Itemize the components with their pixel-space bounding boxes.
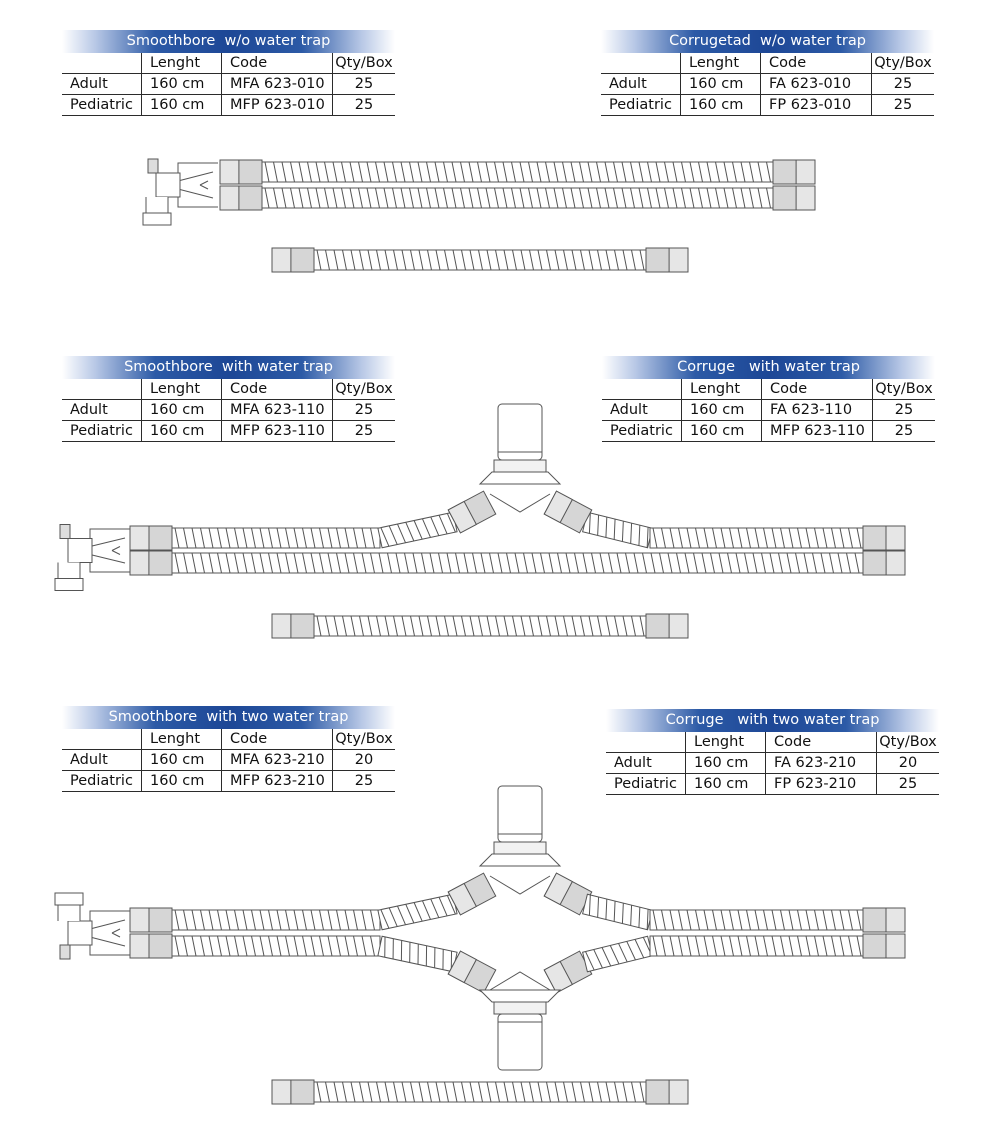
extra-tube-1 — [272, 248, 688, 272]
table-cell: 160 cm — [681, 74, 761, 95]
table-cell: Pediatric — [62, 771, 142, 792]
elbow-port — [58, 905, 80, 921]
table-cell: FA 623-210 — [766, 753, 877, 774]
table-cell: Adult — [606, 753, 686, 774]
tube-body — [378, 936, 457, 972]
table-title: Smoothbore with water trap — [62, 356, 395, 379]
tube-cuff — [130, 934, 149, 958]
header-cell: Lenght — [682, 379, 762, 400]
table-cell: MFP 623-010 — [222, 95, 333, 116]
table-title: Smoothbore w/o water trap — [62, 30, 395, 53]
table-cell: 25 — [333, 74, 396, 95]
tube-body — [583, 894, 653, 929]
tube-cuff — [669, 1080, 688, 1104]
table-cell: 25 — [333, 771, 396, 792]
table-cell: Adult — [62, 750, 142, 771]
table-cell: MFP 623-110 — [222, 421, 333, 442]
header-cell: Lenght — [681, 53, 761, 74]
elbow-connector — [156, 173, 180, 197]
table-cell: 25 — [333, 95, 396, 116]
circuit-with-water-trap — [55, 404, 905, 591]
table-title: Corruge with two water trap — [606, 709, 939, 732]
trap-junction — [490, 494, 550, 512]
table-cell: 25 — [333, 421, 396, 442]
extra-tube-2 — [272, 614, 688, 638]
table-cell: 25 — [873, 400, 936, 421]
tube-segment — [650, 936, 863, 956]
circuit-with-two-water-traps — [55, 786, 905, 1070]
elbow-connector — [68, 921, 92, 945]
table-cell: FP 623-210 — [766, 774, 877, 795]
header-cell: Code — [762, 379, 873, 400]
tube-body — [262, 162, 773, 182]
tube-segment — [378, 936, 457, 972]
tube-cuff — [272, 614, 291, 638]
table-cell: Pediatric — [601, 95, 681, 116]
table-cell: Adult — [62, 74, 142, 95]
table-cell: 160 cm — [686, 753, 766, 774]
tube-cuff — [272, 1080, 291, 1104]
tube-segment — [650, 528, 863, 548]
table-cell: FA 623-010 — [761, 74, 872, 95]
water-trap-collar — [480, 472, 560, 484]
elbow-cap — [55, 579, 83, 591]
y-piece-body — [90, 529, 130, 572]
tube-cuff — [669, 248, 688, 272]
table-cell: MFP 623-210 — [222, 771, 333, 792]
table-cell: Adult — [601, 74, 681, 95]
tube-cuff — [669, 614, 688, 638]
tube-cuff — [886, 551, 905, 575]
table-cell: Adult — [62, 400, 142, 421]
table-cell: 160 cm — [142, 95, 222, 116]
table-cell: 160 cm — [142, 771, 222, 792]
tube-segment — [583, 512, 653, 547]
water-trap-collar — [480, 990, 560, 1002]
tube-segment — [378, 894, 457, 930]
table-cell: MFA 623-210 — [222, 750, 333, 771]
water-trap-ring — [494, 1002, 546, 1014]
tube-cuff — [130, 908, 149, 932]
tube-segment — [583, 936, 653, 971]
sampling-port — [148, 159, 158, 173]
table-cell: FA 623-110 — [762, 400, 873, 421]
tube-cuff — [220, 160, 239, 184]
table-cell: Pediatric — [602, 421, 682, 442]
sampling-port — [60, 525, 70, 539]
table-cell: 160 cm — [686, 774, 766, 795]
elbow-port — [146, 197, 168, 213]
table-cell: 25 — [333, 400, 396, 421]
header-cell: Lenght — [142, 53, 222, 74]
header-cell: Qty/Box — [872, 53, 935, 74]
tube-cuff — [130, 526, 149, 550]
table-cell: 25 — [877, 774, 940, 795]
table-cell: 20 — [333, 750, 396, 771]
header-cell: Qty/Box — [333, 53, 396, 74]
header-cell: Qty/Box — [333, 729, 396, 750]
header-cell: Lenght — [142, 729, 222, 750]
header-cell: Code — [222, 53, 333, 74]
tube-cuff — [796, 186, 815, 210]
tube-segment — [172, 528, 380, 548]
table-cell: Adult — [602, 400, 682, 421]
tube-segment — [583, 894, 653, 929]
header-cell: Code — [766, 732, 877, 753]
header-cell: Code — [761, 53, 872, 74]
table-cell: 160 cm — [682, 421, 762, 442]
table-cell: Pediatric — [606, 774, 686, 795]
table-cell: 160 cm — [681, 95, 761, 116]
elbow-port — [58, 563, 80, 579]
table-cell: 160 cm — [142, 74, 222, 95]
tube-segment — [650, 910, 863, 930]
sampling-port — [60, 945, 70, 959]
elbow-connector — [68, 539, 92, 563]
table-cell: 160 cm — [142, 750, 222, 771]
tube-body — [262, 188, 773, 208]
water-trap-collar — [480, 854, 560, 866]
header-cell: Qty/Box — [873, 379, 936, 400]
water-trap-ring — [494, 460, 546, 472]
table-cell: FP 623-010 — [761, 95, 872, 116]
elbow-cap — [55, 893, 83, 905]
header-cell: Qty/Box — [333, 379, 396, 400]
table-cell: 160 cm — [682, 400, 762, 421]
table-cell: 25 — [873, 421, 936, 442]
y-piece-body — [90, 911, 130, 955]
table-title: Smoothbore with two water trap — [62, 706, 395, 729]
elbow-cap — [143, 213, 171, 225]
trap-junction — [490, 972, 550, 990]
header-cell: Lenght — [142, 379, 222, 400]
tube-cuff — [886, 908, 905, 932]
table-cell: MFA 623-110 — [222, 400, 333, 421]
tube-cuff — [220, 186, 239, 210]
tube-cuff — [130, 551, 149, 575]
table-cell: 160 cm — [142, 421, 222, 442]
trap-junction — [490, 876, 550, 894]
header-cell: Qty/Box — [877, 732, 940, 753]
table-cell: MFP 623-110 — [762, 421, 873, 442]
tube-cuff — [796, 160, 815, 184]
table-title: Corrugetad w/o water trap — [601, 30, 934, 53]
tube-cuff — [272, 248, 291, 272]
tube-cuff — [886, 934, 905, 958]
circuit-smoothbore-no-trap — [143, 159, 815, 225]
header-cell: Code — [222, 379, 333, 400]
water-trap-ring — [494, 842, 546, 854]
table-cell: 25 — [872, 95, 935, 116]
table-cell: 20 — [877, 753, 940, 774]
tube-segment — [172, 936, 380, 956]
extra-tube-3 — [272, 1080, 688, 1104]
table-title: Corruge with water trap — [602, 356, 935, 379]
tube-cuff — [886, 526, 905, 550]
tube-body — [583, 512, 653, 547]
header-cell: Code — [222, 729, 333, 750]
table-cell: 160 cm — [142, 400, 222, 421]
table-cell: MFA 623-010 — [222, 74, 333, 95]
table-cell: 25 — [872, 74, 935, 95]
table-cell: Pediatric — [62, 95, 142, 116]
header-cell: Lenght — [686, 732, 766, 753]
tube-segment — [378, 512, 457, 548]
tube-segment — [172, 910, 380, 930]
table-cell: Pediatric — [62, 421, 142, 442]
y-piece-body — [178, 163, 218, 207]
